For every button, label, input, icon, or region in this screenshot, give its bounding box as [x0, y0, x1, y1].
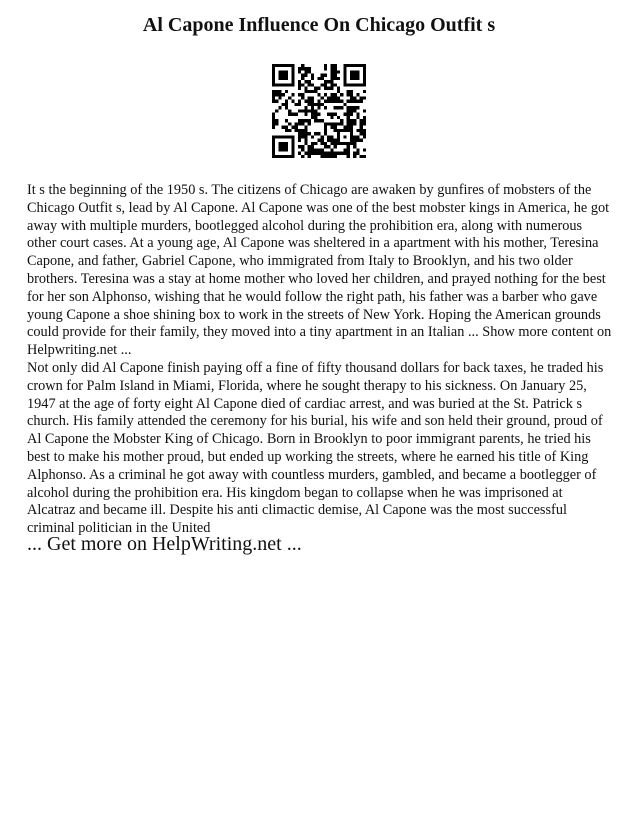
get-more-link[interactable]: ... Get more on HelpWriting.net ...	[27, 533, 302, 555]
article-body	[27, 182, 613, 538]
document-title: Al Capone Influence On Chicago Outfit s	[142, 14, 496, 36]
qr-code-icon	[272, 64, 366, 158]
paragraph-2: Not only did Al Capone finish paying off a fine of fifty thousand dollars for back taxes, he traded his crown for Palm Island in Miami, Florida, where he sought therapy to his sickness. On January 25, 1947 at the age of forty eight Al Capone died of cardiac arrest, and was buried at the St. Patrick s church. His family attended the ceremony for his burial, his wife and son held their ground, proud of Al Capone the Mobster King of Chicago. Born in Brooklyn to poor immigrant parents, he tried his best to make his mother proud, but ended up working the streets, where he earned his title of King Alphonso. As a criminal he got away with countless murders, gambled, and became a bootlegger of alcohol during the prohibition era. His kingdom began to collapse when he was imprisoned at Alcatraz and became ill. Despite his anti climactic demise, Al Capone was the most successful criminal politician in the United	[27, 359, 604, 537]
paragraph-1: It s the beginning of the 1950 s. The citizens of Chicago are awaken by gunfires of mobsters of the Chicago Outfit s, lead by Al Capone. Al Capone was one of the best mobster kings in America, he got away with multiple murders, bootlegged alcohol during the prohibition era, along with numerous other court cases. At a young age, Al Capone was sheltered in a apartment with his mother, Teresina Capone, and father, Gabriel Capone, who immigrated from Italy to Brooklyn, and his two older brothers. Teresina was a stay at home mother who loved her children, and prayed nothing for the best for her son Alphonso, wishing that he would follow the right path, his father was a barber who gave young Capone a shoe shining box to work in the streets of New York. Hoping the American grounds could provide for their family, they moved into a tiny apartment in an Italian ... Show more content on Helpwriting.net ...	[27, 182, 612, 359]
